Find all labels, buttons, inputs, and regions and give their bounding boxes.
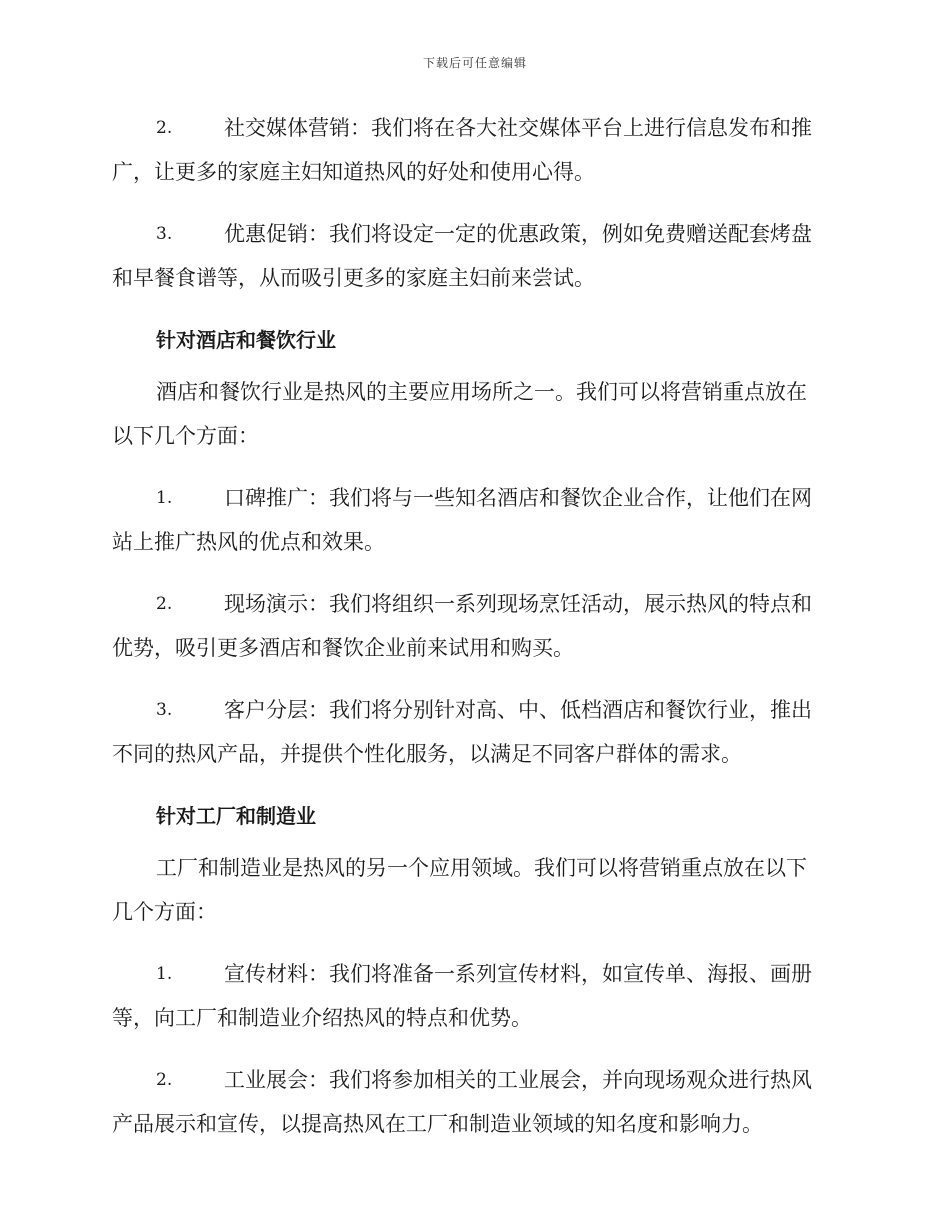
section-intro [112,370,834,458]
list-number: 3. [156,700,173,720]
section-intro-line: 酒店和餐饮行业是热风的主要应用场所之一。我们可以将营销重点放在 [156,380,807,404]
list-item-text-continued: 不同的热风产品，并提供个性化服务，以满足不同客户群体的需求。 [112,742,742,766]
section-heading: 针对工厂和制造业 [156,804,316,828]
list-number: 1. [156,964,173,984]
list-item-text: 社交媒体营销：我们将在各大社交媒体平台上进行信息发布和推 [224,116,812,140]
list-item-text-continued: 和早餐食谱等，从而吸引更多的家庭主妇前来尝试。 [112,266,595,290]
section-intro [112,846,834,934]
list-number: 3. [156,224,173,244]
list-number: 2. [156,118,173,138]
list-item-text: 优惠促销：我们将设定一定的优惠政策，例如免费赠送配套烤盘 [224,222,812,246]
list-number: 2. [156,594,173,614]
list-item-text: 口碑推广：我们将与一些知名酒店和餐饮企业合作，让他们在网 [224,486,812,510]
list-item [112,106,834,194]
list-number: 2. [156,1070,173,1090]
list-item [112,212,834,300]
list-item-text-continued: 产品展示和宣传，以提高热风在工厂和制造业领域的知名度和影响力。 [112,1112,763,1136]
list-item [112,688,834,776]
list-item-text-continued: 优势，吸引更多酒店和餐饮企业前来试用和购买。 [112,636,574,660]
section-intro-line: 几个方面： [112,900,217,924]
list-item-text: 宣传材料：我们将准备一系列宣传材料，如宣传单、海报、画册 [224,962,812,986]
list-item-text: 客户分层：我们将分别针对高、中、低档酒店和餐饮行业，推出 [224,698,812,722]
list-item [112,952,834,1040]
list-item-text-continued: 广，让更多的家庭主妇知道热风的好处和使用心得。 [112,160,595,184]
list-item [112,1058,834,1146]
page-header: 下载后可任意编辑 [422,56,527,70]
section-heading: 针对酒店和餐饮行业 [156,328,336,352]
section-intro-line: 工厂和制造业是热风的另一个应用领域。我们可以将营销重点放在以下 [156,856,807,880]
section-intro-line: 以下几个方面： [112,424,259,448]
list-item [112,582,834,670]
document-body [112,106,834,1164]
list-item-text-continued: 站上推广热风的优点和效果。 [112,530,385,554]
list-item-text-continued: 等，向工厂和制造业介绍热风的特点和优势。 [112,1006,532,1030]
list-item-text: 工业展会：我们将参加相关的工业展会，并向现场观众进行热风 [224,1068,812,1092]
list-item [112,476,834,564]
list-item-text: 现场演示：我们将组织一系列现场烹饪活动，展示热风的特点和 [224,592,812,616]
list-number: 1. [156,488,173,508]
